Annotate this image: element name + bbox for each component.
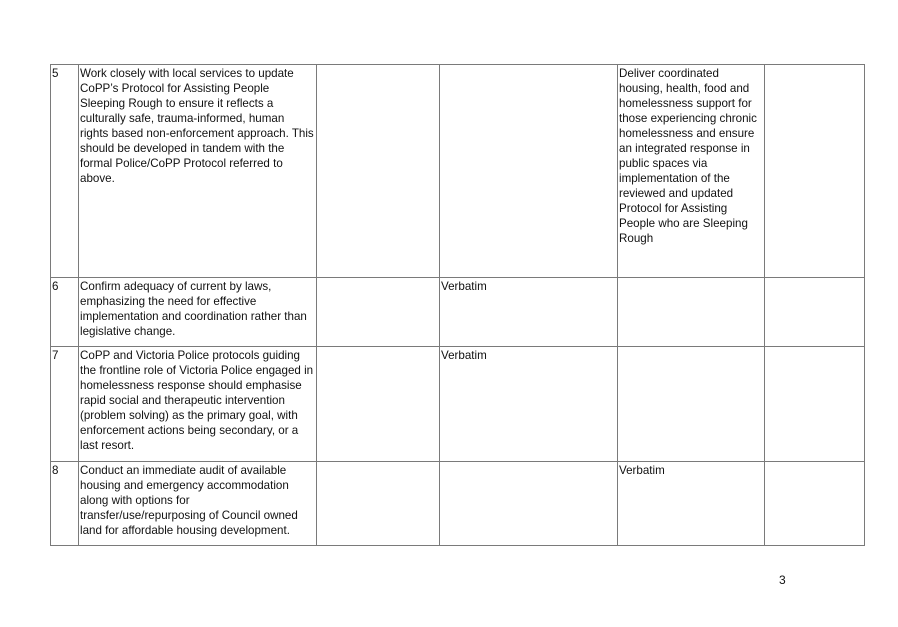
page-number: 3	[779, 573, 786, 587]
row-number: 5	[51, 65, 79, 278]
recommendations-table	[50, 64, 865, 546]
table-row	[51, 278, 865, 347]
cell-col6	[765, 462, 865, 546]
cell-col5: Verbatim	[618, 462, 765, 546]
cell-col3	[317, 65, 440, 278]
row-number: 8	[51, 462, 79, 546]
cell-col4: Verbatim	[440, 347, 618, 462]
cell-col3	[317, 278, 440, 347]
cell-col3	[317, 462, 440, 546]
row-number: 7	[51, 347, 79, 462]
table-row	[51, 65, 865, 278]
cell-col6	[765, 347, 865, 462]
table-row	[51, 462, 865, 546]
cell-col6	[765, 65, 865, 278]
recommendation-cell: CoPP and Victoria Police protocols guiding the frontline role of Victoria Police engaged in homelessness response should emphasise rapid social and therapeutic intervention (problem solving) as the primary goal, with enforcement actions being secondary, or a last resort.	[79, 347, 317, 462]
cell-col4	[440, 65, 618, 278]
recommendation-cell: Work closely with local services to update CoPP’s Protocol for Assisting People Sleeping Rough to ensure it reflects a culturally safe, trauma-informed, human rights based non-enforcement approach. This should be developed in tandem with the formal Police/CoPP Protocol referred to above.	[79, 65, 317, 278]
recommendation-cell: Conduct an immediate audit of available housing and emergency accommodation along with options for transfer/use/repurposing of Council owned land for affordable housing development.	[79, 462, 317, 546]
cell-col5	[618, 347, 765, 462]
recommendation-cell: Confirm adequacy of current by laws, emphasizing the need for effective implementation and coordination rather than legislative change.	[79, 278, 317, 347]
cell-col3	[317, 347, 440, 462]
cell-col4: Verbatim	[440, 278, 618, 347]
table-row	[51, 347, 865, 462]
cell-col4	[440, 462, 618, 546]
cell-col6	[765, 278, 865, 347]
cell-col5	[618, 278, 765, 347]
row-number: 6	[51, 278, 79, 347]
cell-col5: Deliver coordinated housing, health, food and homelessness support for those experiencing chronic homelessness and ensure an integrated response in public spaces via implementation of the reviewed and updated Protocol for Assisting People who are Sleeping Rough	[618, 65, 765, 278]
